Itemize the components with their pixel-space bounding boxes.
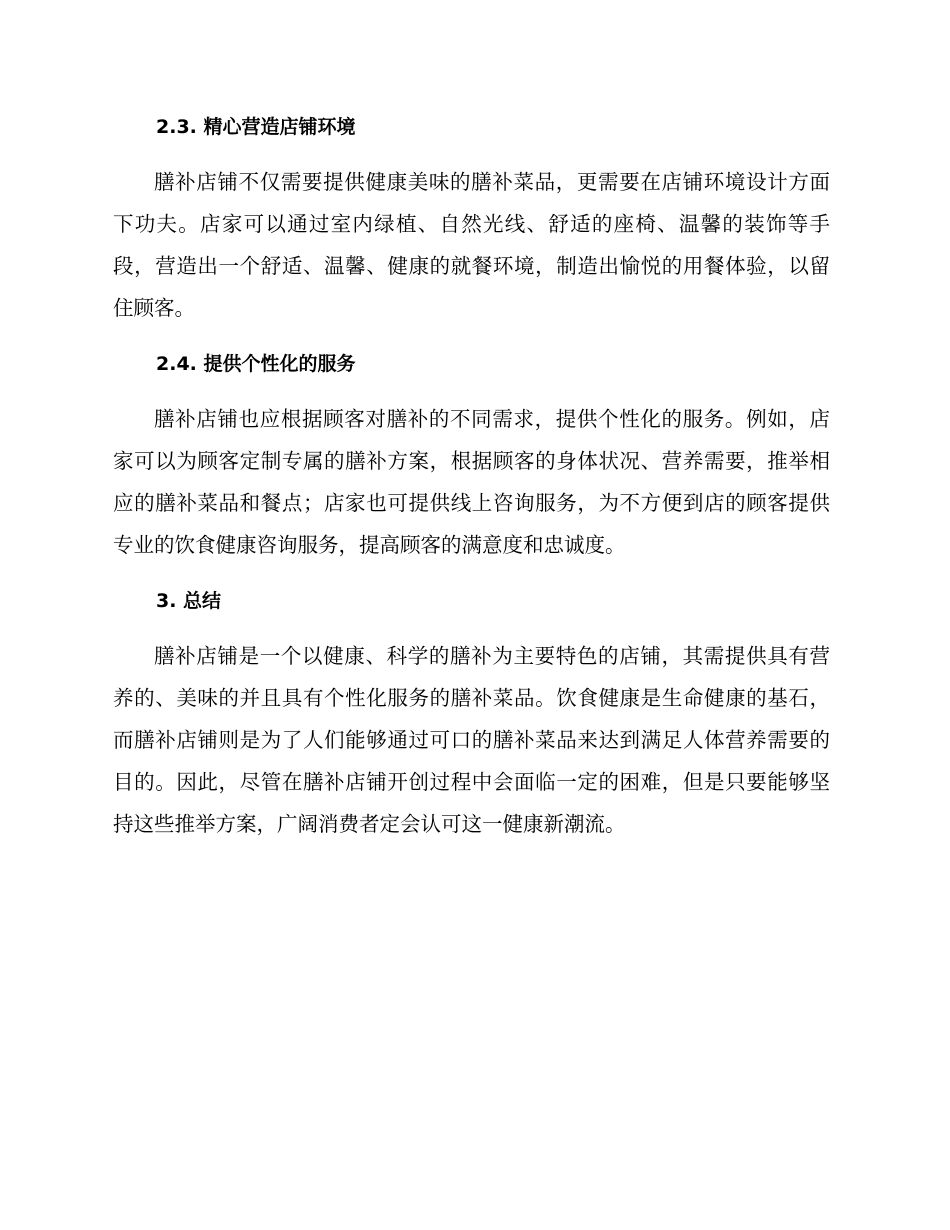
section-paragraph-2-3: 膳补店铺不仅需要提供健康美味的膳补菜品，更需要在店铺环境设计方面下功夫。店家可以通过室内绿植、自然光线、舒适的座椅、温馨的装饰等手段，营造出一个舒适、温馨、健康的就餐环境，制造出愉悦的用餐体验，以留住顾客。 (113, 170, 830, 320)
section-heading-3: 3. 总结 (156, 590, 222, 612)
section-heading-2-4: 2.4. 提供个性化的服务 (156, 353, 356, 375)
section-heading-2-3: 2.3. 精心营造店铺环境 (156, 116, 356, 138)
section-paragraph-3: 膳补店铺是一个以健康、科学的膳补为主要特色的店铺，其需提供具有营养的、美味的并且具有个性化服务的膳补菜品。饮食健康是生命健康的基石，而膳补店铺则是为了人们能够通过可口的膳补菜品来达到满足人体营养需要的目的。因此，尽管在膳补店铺开创过程中会面临一定的困难，但是只要能够坚持这些推举方案，广阔消费者定会认可这一健康新潮流。 (113, 644, 830, 836)
document-body (113, 108, 830, 845)
section-paragraph-2-4: 膳补店铺也应根据顾客对膳补的不同需求，提供个性化的服务。例如，店家可以为顾客定制专属的膳补方案，根据顾客的身体状况、营养需要，推举相应的膳补菜品和餐点；店家也可提供线上咨询服务，为不方便到店的顾客提供专业的饮食健康咨询服务，提高顾客的满意度和忠诚度。 (113, 407, 830, 557)
